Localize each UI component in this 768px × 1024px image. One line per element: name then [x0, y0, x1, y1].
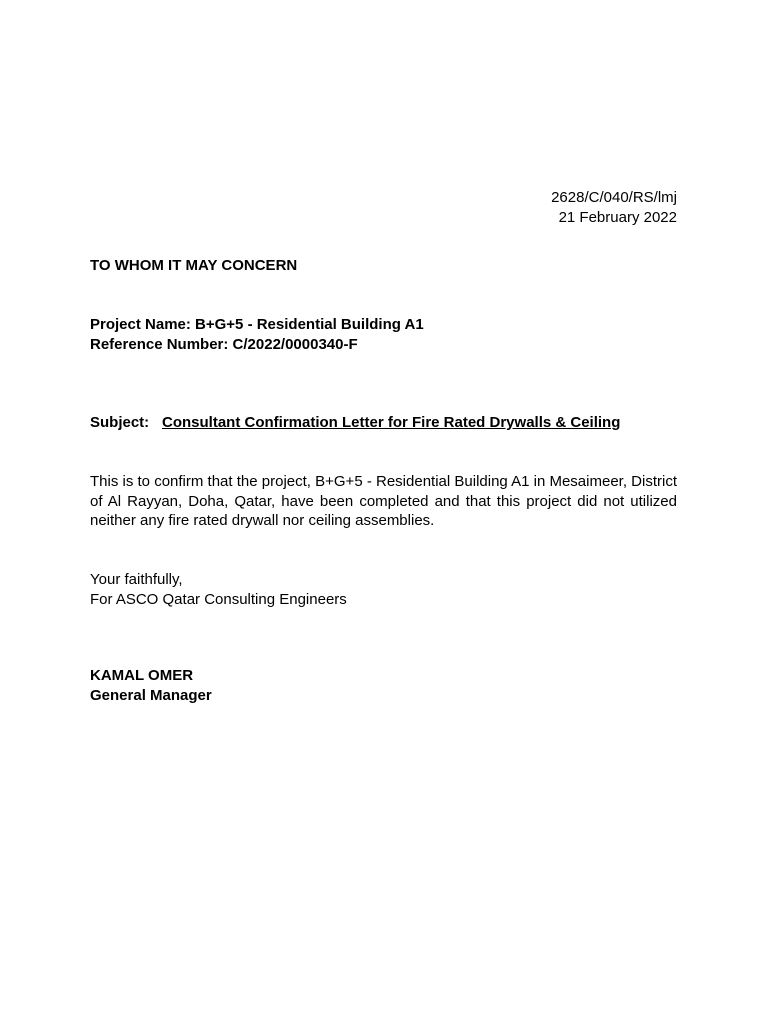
reference-number: Reference Number: C/2022/0000340-F: [90, 335, 358, 353]
reference-code: 2628/C/040/RS/lmj: [551, 189, 677, 206]
closing: Your faithfully,: [90, 571, 183, 588]
closing-company: For ASCO Qatar Consulting Engineers: [90, 590, 347, 608]
project-name: Project Name: B+G+5 - Residential Building A1: [90, 316, 424, 333]
subject-block: [90, 413, 677, 433]
signatory-title: General Manager: [90, 686, 212, 704]
subject-text: Consultant Confirmation Letter for Fire Rated Drywalls & Ceiling: [162, 414, 621, 431]
reference-date-block: [90, 188, 677, 227]
letter-date: 21 February 2022: [558, 208, 677, 226]
subject-label: Subject:: [90, 414, 150, 431]
closing-block: [90, 570, 677, 609]
body-paragraph: This is to confirm that the project, B+G+5 - Residential Building A1 in Mesaimeer, District of Al Rayyan, Doha, Qatar, have been completed and that this project did not utilized neither any fire rated drywall nor ceiling assemblies.: [90, 473, 677, 529]
salutation-block: [90, 256, 677, 276]
signatory-block: [90, 666, 677, 705]
signatory-name: KAMAL OMER: [90, 667, 194, 684]
salutation: TO WHOM IT MAY CONCERN: [90, 257, 298, 274]
body-paragraph-block: [90, 472, 677, 531]
project-info-block: [90, 315, 677, 354]
